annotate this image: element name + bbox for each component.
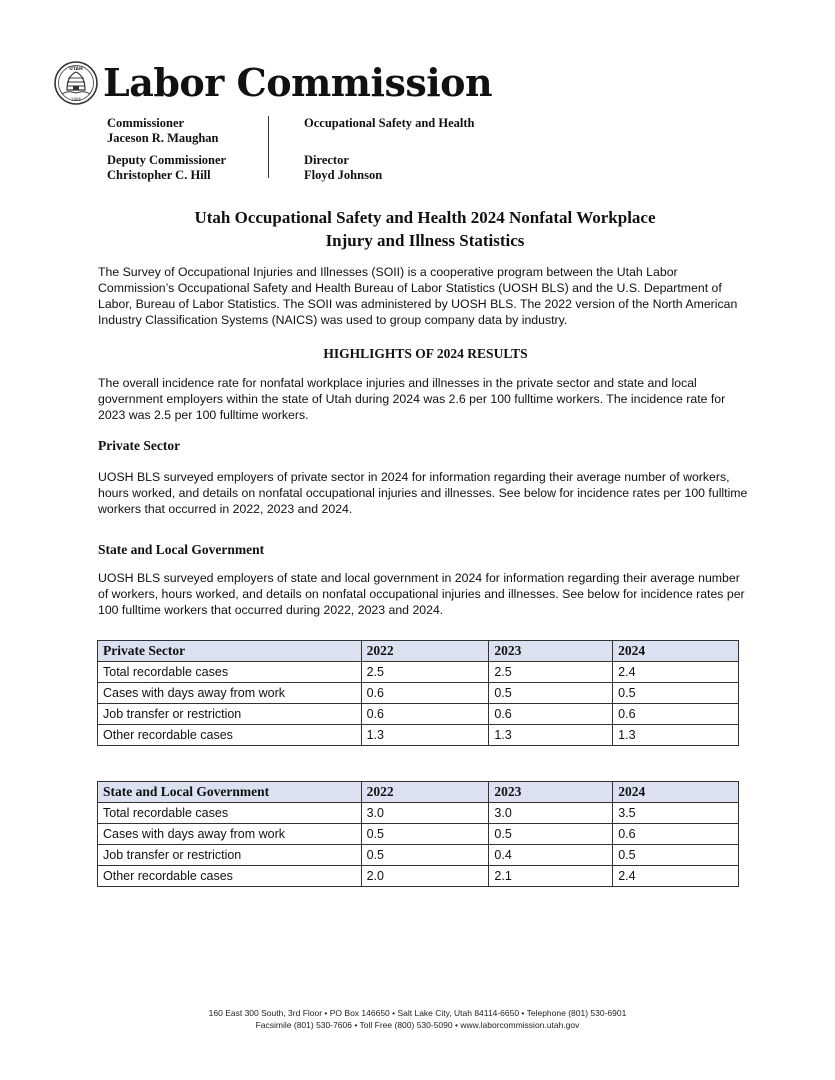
footer-address: 160 East 300 South, 3rd Floor • PO Box 146650 • Salt Lake City, Utah 84114-6650 • Telephone (801) 530-6901 [208,1008,627,1018]
table-row [98,803,739,824]
table-cell: 2.4 [613,866,739,887]
private-sector-paragraph: UOSH BLS surveyed employers of private sector in 2024 for information regarding their average number of workers, hours worked, and details on nonfatal occupational injuries and illnesses. See below for incidence rates per 100 fulltime workers that occurred in 2022, 2023 and 2024. [98,470,748,516]
table-cell: 0.6 [613,824,739,845]
letterhead-officials [107,116,226,182]
column-header: 2022 [361,782,489,803]
brand-name: Labor Commission [103,60,493,105]
private-sector-heading: Private Sector [98,438,181,453]
table-row [98,866,739,887]
table-cell: 2.5 [361,662,489,683]
private-sector-table [97,640,739,746]
table-row [98,845,739,866]
table-cell: 1.3 [613,725,739,746]
government-heading: State and Local Government [98,542,265,557]
table-cell: 0.6 [489,704,613,725]
table-cell: 0.6 [361,704,489,725]
table-cell: 1.3 [489,725,613,746]
table-row [98,683,739,704]
footer-contact: Facsimile (801) 530-7606 • Toll Free (800) 530-5090 • www.laborcommission.utah.gov [255,1020,580,1030]
table-row [98,662,739,683]
column-header: Private Sector [98,641,362,662]
column-header: 2023 [489,641,613,662]
table-cell: 0.5 [361,845,489,866]
table-cell: 0.5 [613,845,739,866]
column-header: 2024 [613,782,739,803]
table-header-row [98,782,739,803]
column-header: State and Local Government [98,782,362,803]
row-label: Job transfer or restriction [98,845,362,866]
director-name: Floyd Johnson [304,167,383,182]
svg-text:1896: 1896 [70,97,82,102]
table-cell: 0.6 [361,683,489,704]
table-cell: 3.0 [489,803,613,824]
column-header: 2023 [489,782,613,803]
row-label: Other recordable cases [98,725,362,746]
table-cell: 0.5 [613,683,739,704]
deputy-commissioner-name: Christopher C. Hill [107,167,211,182]
commissioner-title: Commissioner [107,116,185,130]
table-row [98,704,739,725]
table-cell: 1.3 [361,725,489,746]
table-row [98,824,739,845]
document-title [100,206,750,252]
document-title-line2: Injury and Illness Statistics [325,231,525,250]
table-header-row [98,641,739,662]
svg-text:UTAH: UTAH [69,67,83,72]
director-title: Director [304,153,349,167]
table-cell: 0.5 [489,683,613,704]
row-label: Other recordable cases [98,866,362,887]
letterhead-divider [268,116,269,178]
table-cell: 0.5 [489,824,613,845]
deputy-commissioner-title: Deputy Commissioner [107,153,227,167]
highlights-heading: HIGHLIGHTS OF 2024 RESULTS [323,346,528,361]
row-label: Total recordable cases [98,803,362,824]
letterhead-division [304,116,475,182]
document-title-line1: Utah Occupational Safety and Health 2024 Nonfatal Workplace [194,208,656,227]
government-table [97,781,739,887]
row-label: Job transfer or restriction [98,704,362,725]
table-row [98,725,739,746]
table-cell: 0.5 [361,824,489,845]
commissioner-name: Jaceson R. Maughan [107,130,219,145]
utah-state-seal-logo [54,60,98,108]
table-cell: 0.4 [489,845,613,866]
row-label: Cases with days away from work [98,824,362,845]
table-cell: 3.5 [613,803,739,824]
table-cell: 2.5 [489,662,613,683]
table-cell: 3.0 [361,803,489,824]
column-header: 2022 [361,641,489,662]
table-cell: 0.6 [613,704,739,725]
intro-paragraph: The Survey of Occupational Injuries and Illnesses (SOII) is a cooperative program between the Utah Labor Commission’s Occupational Safety and Health Bureau of Labor Statistics (UOSH BLS) and the U.S. Department of Labor, Bureau of Labor Statistics. The SOII was administered by UOSH BLS. The 2022 version of the North American Industry Classification Systems (NAICS) was used to group company data by industry. [98,265,738,327]
table-cell: 2.4 [613,662,739,683]
table-cell: 2.0 [361,866,489,887]
table-cell: 2.1 [489,866,613,887]
row-label: Total recordable cases [98,662,362,683]
division-name: Occupational Safety and Health [304,116,475,130]
overall-rate-paragraph: The overall incidence rate for nonfatal workplace injuries and illnesses in the private sector and state and local government employers within the state of Utah during 2024 was 2.6 per 100 fulltime workers. The incidence rate for 2023 was 2.5 per 100 fulltime workers. [98,376,726,422]
column-header: 2024 [613,641,739,662]
row-label: Cases with days away from work [98,683,362,704]
government-paragraph: UOSH BLS surveyed employers of state and local government in 2024 for information regarding their average number of workers, hours worked, and details on nonfatal occupational injuries and illnesses. See below for incidence rates per 100 fulltime workers that occurred during 2022, 2023 and 2024. [98,571,745,617]
